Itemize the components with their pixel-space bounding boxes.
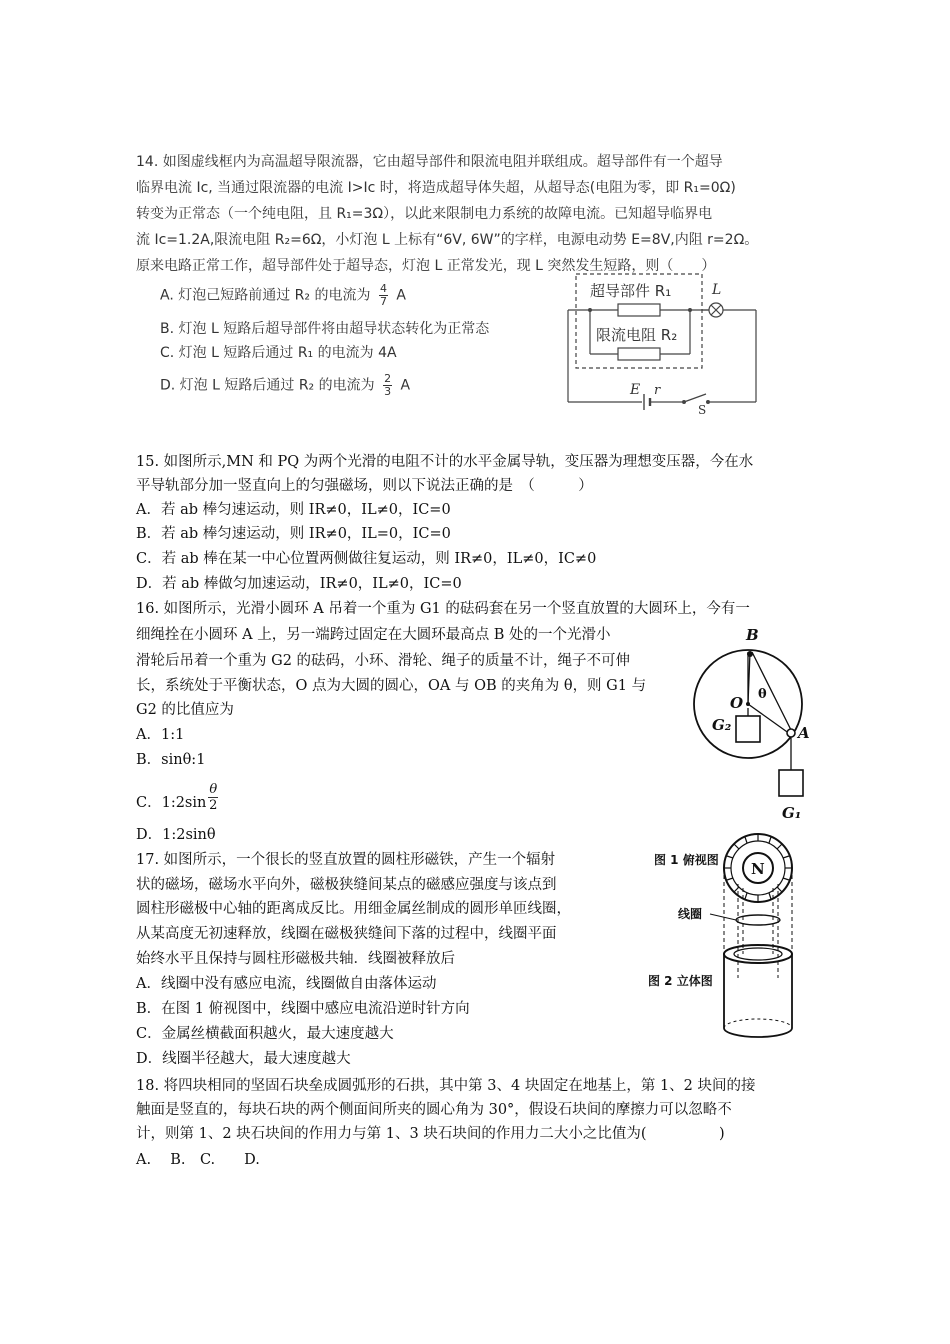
q17-option-d: D．线圈半径越大，最大速度越大 — [136, 1051, 351, 1067]
label-g1: G₁ — [782, 804, 802, 822]
q15-option-b: B．若 ab 棒匀速运动，则 IR≠0，IL=0，IC=0 — [136, 526, 451, 542]
label-o: O — [730, 694, 744, 712]
label-theta: θ — [758, 687, 767, 702]
label-top-view: 图 1 俯视图 — [654, 853, 719, 867]
q14-option-d — [160, 373, 410, 398]
q16-line-3: 滑轮后吊着一个重为 G2 的砝码，小环、滑轮、绳子的质量不计，绳子不可伸 — [136, 653, 631, 669]
q16-option-c-denominator: 2 — [209, 798, 218, 813]
weight-g2 — [736, 716, 760, 742]
q14-option-a-fraction — [379, 283, 388, 308]
q15-line-2: 平导轨部分加一竖直向上的匀强磁场，则以下说法正确的是 （ ） — [136, 478, 593, 494]
r1-resistor — [618, 304, 660, 316]
q17-line-1: 17. 如图所示，一个很长的竖直放置的圆柱形磁铁，产生一个辐射 — [136, 852, 556, 868]
q14-option-d-fraction — [383, 373, 392, 398]
q14-option-c: C. 灯泡 L 短路后通过 R₁ 的电流为 4A — [160, 345, 397, 361]
switch-symbol — [684, 394, 706, 402]
label-internal-resistance: r — [654, 383, 661, 398]
q14-circuit-diagram — [560, 270, 770, 415]
q15-option-c: C．若 ab 棒在某一中心位置两侧做往复运动，则 IR≠0，IL≠0，IC≠0 — [136, 551, 597, 567]
q16-option-c — [136, 782, 222, 813]
weight-g1 — [779, 770, 803, 796]
q14-option-d-unit: A — [400, 377, 411, 394]
q17-option-b: B．在图 1 俯视图中，线圈中感应电流沿逆时针方向 — [136, 1001, 470, 1017]
q16-option-c-numerator: θ — [209, 782, 218, 797]
q14-line-4: 流 Ic=1.2A,限流电阻 R₂=6Ω，小灯泡 L 上标有“6V, 6W”的字样，电源电动势 E=8V,内阻 r=2Ω。 — [136, 232, 759, 248]
q17-magnet-diagram — [648, 828, 828, 1046]
q14-option-d-text: D. 灯泡 L 短路后通过 R₂ 的电流为 — [160, 377, 375, 394]
q17-line-5: 始终水平且保持与圆柱形磁极共轴．线圈被释放后 — [136, 951, 455, 967]
label-limiting-resistor: 限流电阻 R₂ — [596, 326, 678, 344]
q16-option-d: D．1:2sinθ — [136, 827, 216, 843]
q17-option-a: A．线圈中没有感应电流，线圈做自由落体运动 — [136, 976, 437, 992]
q16-option-b: B．sinθ:1 — [136, 752, 206, 768]
q18-options: A. B. C. D. — [136, 1152, 260, 1168]
q14-option-b: B. 灯泡 L 短路后超导部件将由超导状态转化为正常态 — [160, 321, 490, 337]
q16-option-c-fraction — [208, 782, 218, 813]
q14-line-5: 原来电路正常工作，超导部件处于超导态，灯泡 L 正常发光，现 L 突然发生短路，则（ ） — [136, 258, 716, 274]
q15-option-a: A．若 ab 棒匀速运动，则 IR≠0，IL≠0，IC=0 — [136, 502, 451, 518]
label-b: B — [746, 626, 759, 644]
q18-line-1: 18. 将四块相同的坚固石块垒成圆弧形的石拱，其中第 3、4 块固定在地基上，第 1、2 块间的接 — [136, 1078, 756, 1094]
q16-line-1: 16. 如图所示，光滑小圆环 A 吊着一个重为 G1 的砝码套在另一个竖直放置的大圆环上，今有一 — [136, 601, 750, 617]
q14-option-d-numerator: 2 — [384, 372, 392, 385]
label-lamp: L — [712, 282, 722, 298]
q16-line-5: G2 的比值应为 — [136, 702, 234, 718]
r2-resistor — [618, 348, 660, 360]
label-n-pole: N — [751, 860, 765, 878]
q14-option-a-numerator: 4 — [379, 282, 387, 295]
q16-ring-diagram — [690, 622, 820, 822]
q18-line-2: 触面是竖直的，每块石块的两个侧面间所夹的圆心角为 30°，假设石块间的摩擦力可以忽略不 — [136, 1102, 732, 1118]
label-solid-view: 图 2 立体图 — [648, 974, 713, 988]
q14-option-a-unit: A — [396, 287, 406, 304]
q14-line-1: 14. 如图虚线框内为高温超导限流器，它由超导部件和限流电阻并联组成。超导部件有一个超导 — [136, 154, 723, 170]
q14-option-a-text: A. 灯泡己短路前通过 R₂ 的电流为 — [160, 287, 371, 304]
label-a: A — [798, 724, 810, 742]
q17-line-2: 状的磁场，磁场水平向外，磁极狭缝间某点的磁感应强度与该点到 — [136, 877, 557, 893]
q18-line-3: 计，则第 1、2 块石块间的作用力与第 1、3 块石块间的作用力二大小之比值为( ) — [136, 1126, 725, 1142]
q16-line-2: 细绳拴在小圆环 A 上，另一端跨过固定在大圆环最高点 B 处的一个光滑小 — [136, 627, 611, 643]
label-emf: E — [630, 382, 641, 398]
q15-line-1: 15. 如图所示,MN 和 PQ 为两个光滑的电阻不计的水平金属导轨，变压器为理想变压器，今在水 — [136, 454, 754, 470]
label-g2: G₂ — [712, 716, 732, 734]
q16-option-a: A．1:1 — [136, 727, 185, 743]
label-superconductor: 超导部件 R₁ — [590, 282, 672, 300]
small-ring-a — [787, 729, 795, 737]
q17-option-c: C．金属丝横截面积越火，最大速度越大 — [136, 1026, 394, 1042]
q14-option-a — [160, 283, 406, 308]
q17-line-4: 从某高度无初速释放，线圈在磁极狭缝间下落的过程中，线圈平面 — [136, 926, 557, 942]
q14-line-2: 临界电流 Ic, 当通过限流器的电流 I>Ic 时，将造成超导体失超，从超导态(电阻为零，即 R₁=0Ω) — [136, 180, 736, 196]
q14-option-d-denominator: 3 — [384, 385, 392, 398]
q15-option-d: D．若 ab 棒做匀加速运动，IR≠0，IL≠0，IC=0 — [136, 576, 462, 592]
label-coil: 线圈 — [678, 907, 703, 921]
q16-line-4: 长，系统处于平衡状态，O 点为大圆的圆心，OA 与 OB 的夹角为 θ，则 G1 与 — [136, 678, 647, 694]
q17-line-3: 圆柱形磁极中心轴的距离成反比。用细金属丝制成的圆形单匝线圈， — [136, 901, 571, 917]
label-switch: S — [698, 403, 707, 415]
q14-line-3: 转变为正常态（一个纯电阻，且 R₁=3Ω），以此来限制电力系统的故障电流。已知超导临界电 — [136, 206, 713, 222]
q16-option-c-text: C．1:2sin — [136, 795, 207, 811]
q14-option-a-denominator: 7 — [379, 295, 387, 308]
